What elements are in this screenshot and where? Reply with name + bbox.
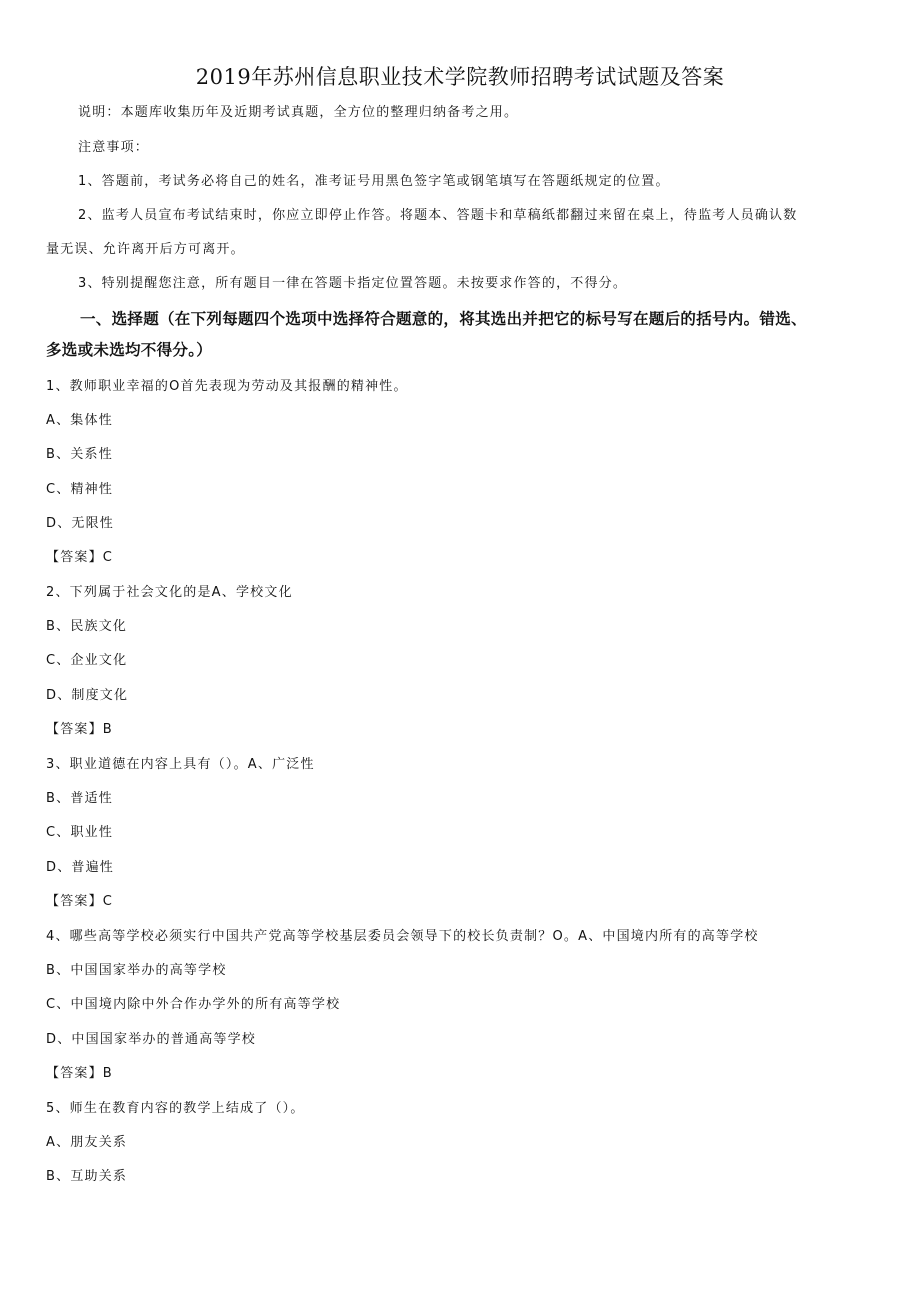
option-text: B、关系性	[46, 447, 113, 462]
question-text: 5、师生在教育内容的教学上结成了（）。	[46, 1101, 305, 1116]
option-text: D、无限性	[46, 516, 115, 531]
document-title: 2019年苏州信息职业技术学院教师招聘考试试题及答案	[195, 65, 725, 89]
notice-item: 3、特别提醒您注意，所有题目一律在答题卡指定位置答题。未按要求作答的，不得分。	[78, 276, 628, 291]
notice-item-continued: 量无误、允许离开后方可离开。	[46, 242, 245, 257]
option-text: C、职业性	[46, 825, 114, 840]
answer-text: 【答案】B	[46, 722, 113, 737]
question-text: 4、哪些高等学校必须实行中国共产党高等学校基层委员会领导下的校长负责制？O。A、中国境内所有的高等学校	[46, 929, 759, 944]
option-text: C、企业文化	[46, 653, 128, 668]
question-text: 2、下列属于社会文化的是A、学校文化	[46, 585, 293, 600]
answer-text: 【答案】C	[46, 550, 114, 565]
option-text: B、普适性	[46, 791, 113, 806]
question-text: 3、职业道德在内容上具有（）。A、广泛性	[46, 757, 315, 772]
option-text: B、中国国家举办的高等学校	[46, 963, 227, 978]
option-text: C、精神性	[46, 482, 114, 497]
notice-heading: 注意事项：	[78, 140, 150, 155]
notice-item: 2、监考人员宣布考试结束时，你应立即停止作答。将题本、答题卡和草稿纸都翻过来留在桌上，待监考人员确认数	[78, 208, 798, 223]
answer-text: 【答案】B	[46, 1066, 113, 1081]
section-heading-line1: 一、选择题（在下列每题四个选项中选择符合题意的，将其选出并把它的标号写在题后的括号内。错选、	[80, 310, 807, 328]
option-text: C、中国境内除中外合作办学外的所有高等学校	[46, 997, 341, 1012]
intro-text: 说明：本题库收集历年及近期考试真题，全方位的整理归纳备考之用。	[78, 105, 519, 120]
option-text: D、中国国家举办的普通高等学校	[46, 1032, 257, 1047]
section-heading	[46, 304, 870, 366]
option-text: D、普遍性	[46, 860, 115, 875]
answer-text: 【答案】C	[46, 894, 114, 909]
question-text: 1、教师职业幸福的O首先表现为劳动及其报酬的精神性。	[46, 379, 408, 394]
option-text: D、制度文化	[46, 688, 129, 703]
option-text: B、互助关系	[46, 1169, 128, 1184]
notice-item: 1、答题前，考试务必将自己的姓名，准考证号用黑色签字笔或钢笔填写在答题纸规定的位置。	[78, 174, 670, 189]
section-heading-line2: 多选或未选均不得分。）	[46, 341, 213, 359]
option-text: A、朋友关系	[46, 1135, 128, 1150]
option-text: A、集体性	[46, 413, 113, 428]
option-text: B、民族文化	[46, 619, 128, 634]
